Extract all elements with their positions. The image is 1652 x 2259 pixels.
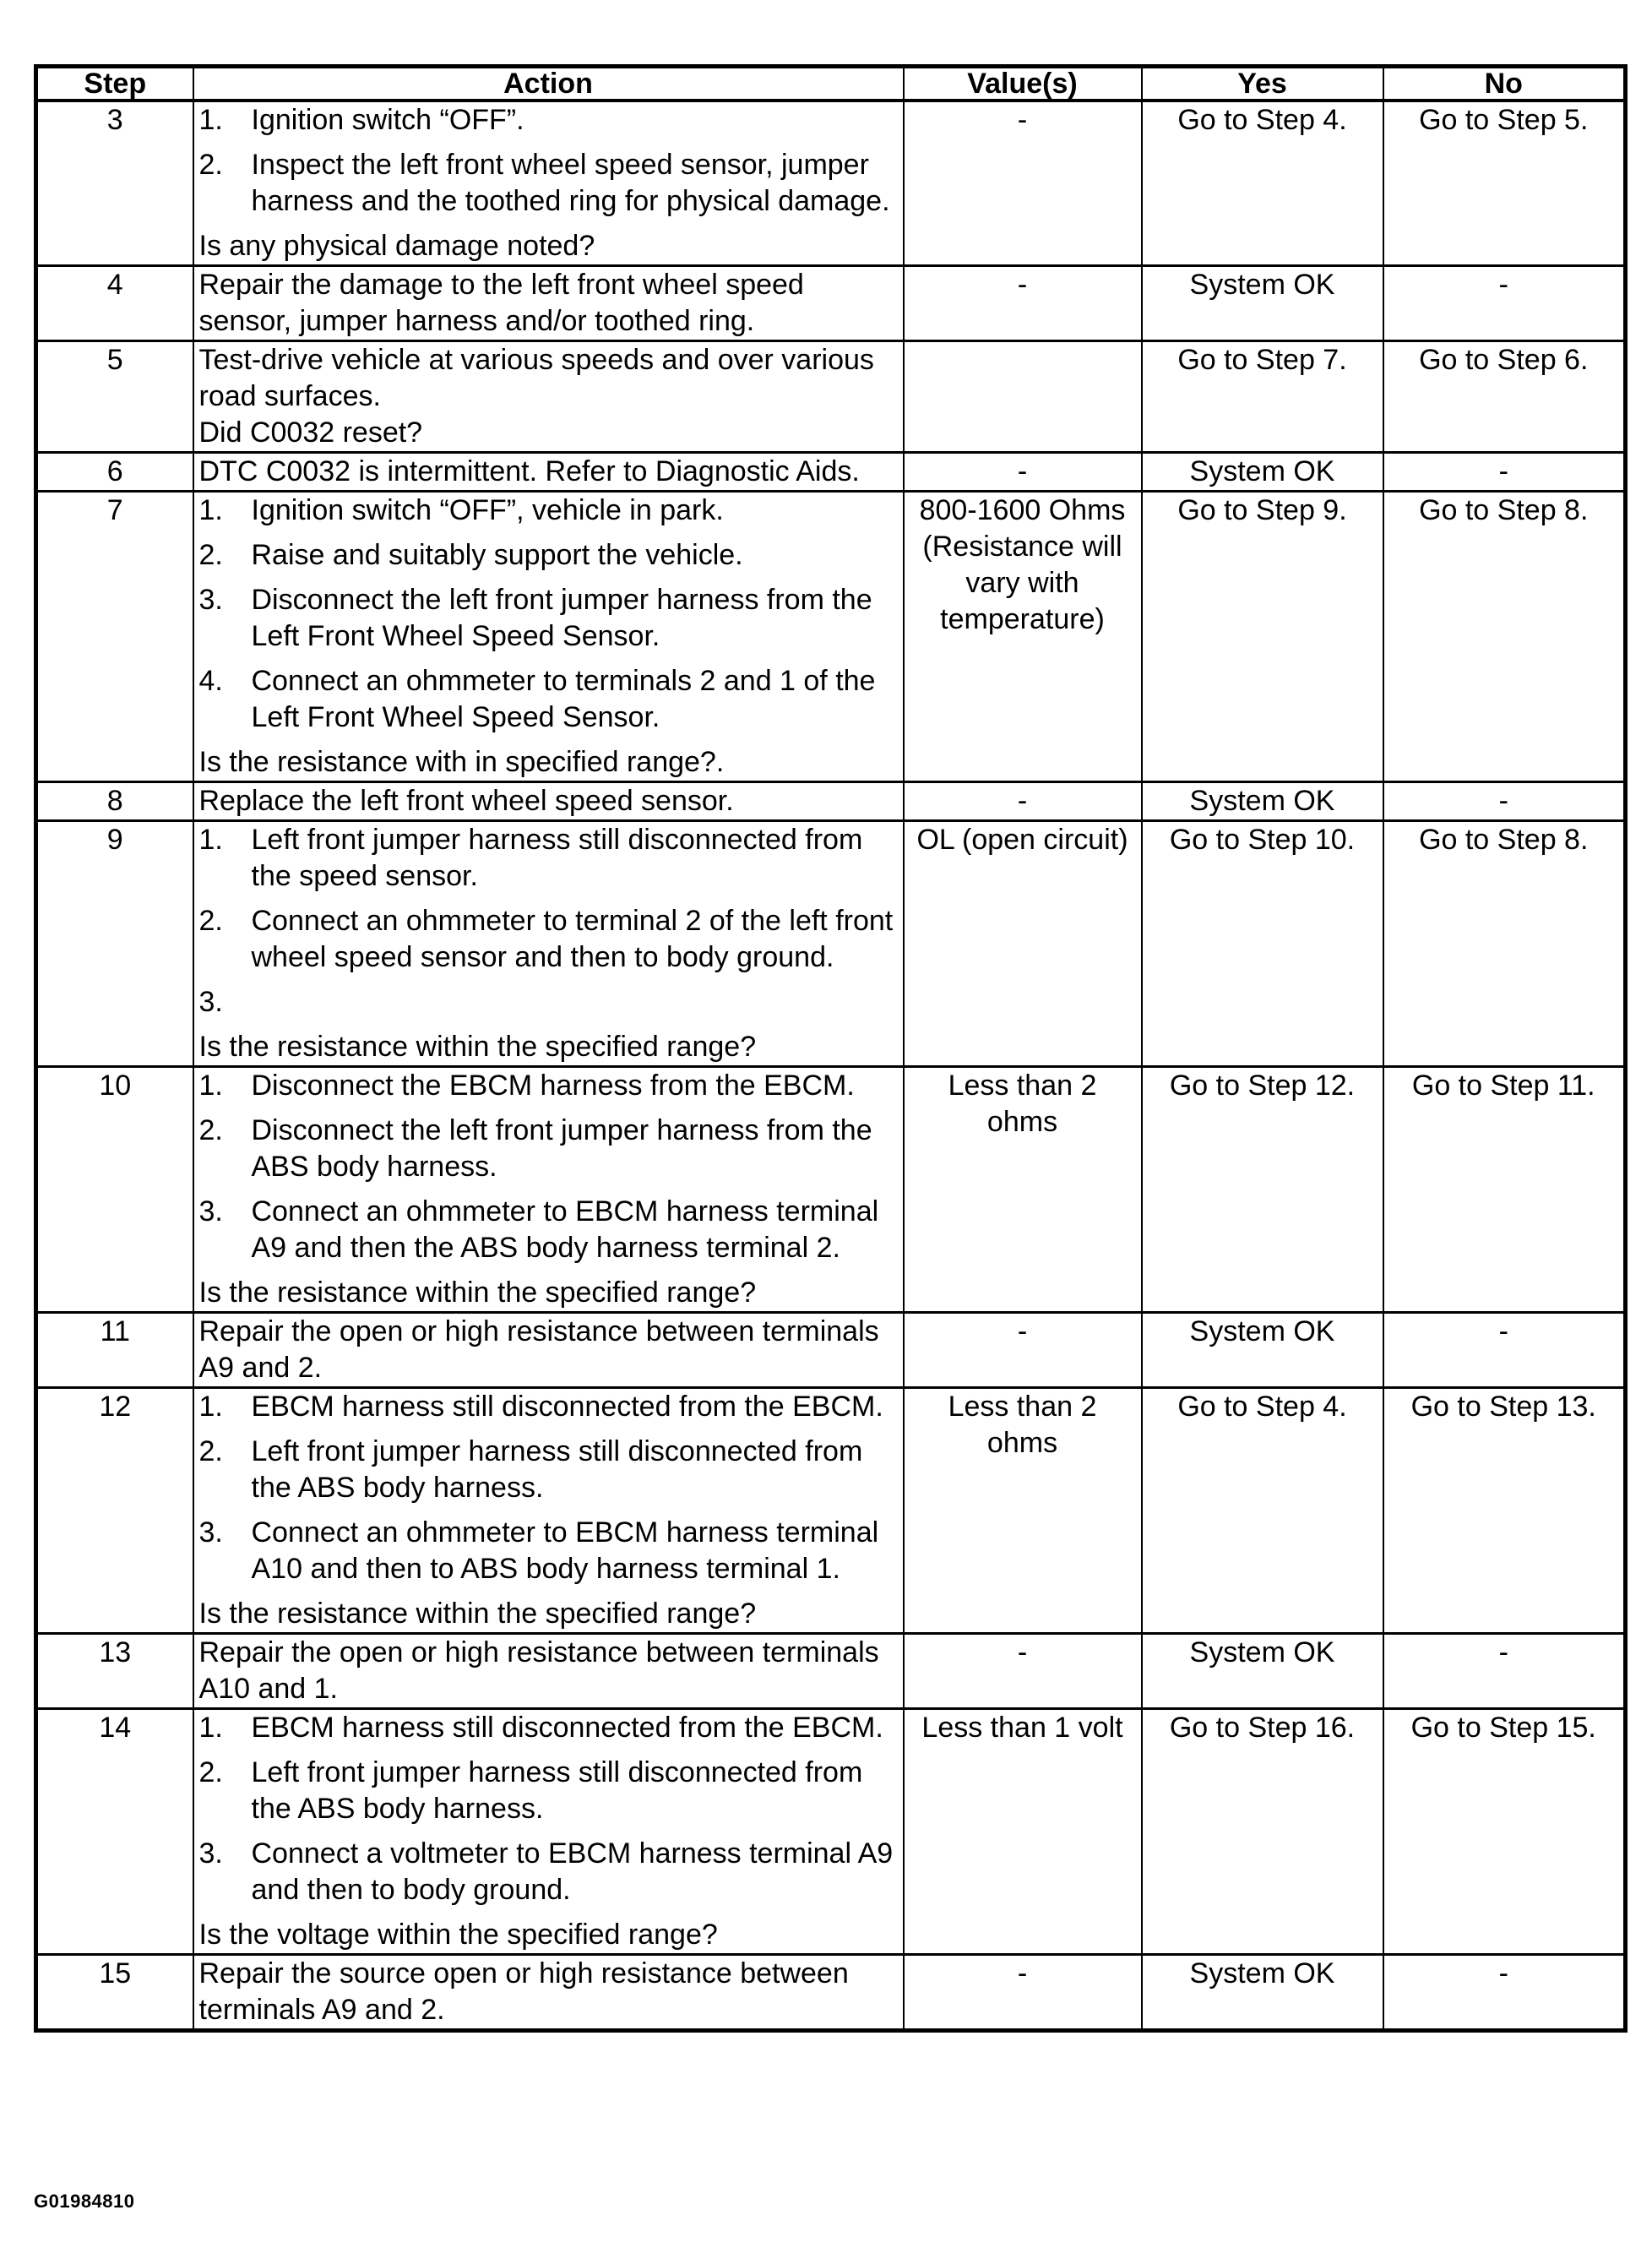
no-cell: Go to Step 8. xyxy=(1383,492,1626,782)
table-row xyxy=(36,821,1626,1067)
action-text: Repair the open or high resistance between terminals A10 and 1. xyxy=(198,1636,879,1705)
action-question: Is the resistance within the specified range? xyxy=(198,1031,757,1063)
action-text: Test-drive vehicle at various speeds and over various road surfaces. xyxy=(198,344,874,412)
step-cell: 10 xyxy=(36,1067,193,1313)
step-cell: 6 xyxy=(36,453,193,492)
table-row xyxy=(36,341,1626,453)
no-cell: Go to Step 15. xyxy=(1383,1709,1626,1955)
values-cell xyxy=(904,341,1142,453)
yes-cell: Go to Step 16. xyxy=(1142,1709,1383,1955)
action-item-text: Left front jumper harness still disconnected from the ABS body harness. xyxy=(251,1435,863,1504)
values-cell: OL (open circuit) xyxy=(904,821,1142,1067)
action-item-number: 3. xyxy=(198,986,223,1018)
no-cell: - xyxy=(1383,1955,1626,2031)
header-yes: Yes xyxy=(1142,67,1383,101)
action-item-number: 1. xyxy=(198,1391,223,1423)
action-item-number: 2. xyxy=(198,149,223,181)
action-cell xyxy=(193,782,904,821)
header-row xyxy=(36,67,1626,101)
action-item-text: Connect an ohmmeter to EBCM harness terminal A9 and then the ABS body harness terminal 2. xyxy=(251,1195,879,1264)
no-cell: Go to Step 8. xyxy=(1383,821,1626,1067)
table-row xyxy=(36,1067,1626,1313)
action-item xyxy=(199,1755,898,1827)
step-cell: 5 xyxy=(36,341,193,453)
action-item xyxy=(199,663,898,736)
step-cell: 11 xyxy=(36,1313,193,1388)
table-row xyxy=(36,1709,1626,1955)
yes-cell: Go to Step 4. xyxy=(1142,1388,1383,1634)
action-item-text xyxy=(252,984,898,1021)
no-cell: Go to Step 13. xyxy=(1383,1388,1626,1634)
yes-cell: System OK xyxy=(1142,1955,1383,2031)
no-cell: - xyxy=(1383,453,1626,492)
table-row xyxy=(36,492,1626,782)
header-action: Action xyxy=(193,67,904,101)
action-item-number: 3. xyxy=(198,1516,223,1549)
action-cell xyxy=(193,1067,904,1313)
action-item-text: Disconnect the left front jumper harness from the ABS body harness. xyxy=(251,1114,872,1183)
action-item-number: 1. xyxy=(198,494,223,526)
action-item-number: 2. xyxy=(198,1435,223,1467)
no-cell: - xyxy=(1383,1634,1626,1709)
action-item-text: Disconnect the left front jumper harness from the Left Front Wheel Speed Sensor. xyxy=(251,584,872,652)
yes-cell: System OK xyxy=(1142,782,1383,821)
table-row xyxy=(36,266,1626,341)
header-values: Value(s) xyxy=(904,67,1142,101)
action-item-text: EBCM harness still disconnected from the EBCM. xyxy=(251,1712,883,1744)
values-cell: Less than 1 volt xyxy=(904,1709,1142,1955)
action-question: Is the resistance within the specified range? xyxy=(198,1598,757,1630)
no-cell: - xyxy=(1383,782,1626,821)
action-question: Is the resistance within the specified range? xyxy=(198,1276,757,1309)
action-question: Is the voltage within the specified range? xyxy=(198,1919,718,1951)
no-cell: Go to Step 6. xyxy=(1383,341,1626,453)
values-cell: - xyxy=(904,1634,1142,1709)
action-cell xyxy=(193,101,904,266)
action-item xyxy=(199,147,898,220)
action-item-text: Raise and suitably support the vehicle. xyxy=(251,539,743,571)
table-row xyxy=(36,453,1626,492)
table-row xyxy=(36,1634,1626,1709)
figure-code: G01984810 xyxy=(34,2191,135,2212)
values-cell: - xyxy=(904,782,1142,821)
action-question: Did C0032 reset? xyxy=(198,416,423,449)
action-item-number: 3. xyxy=(198,1837,223,1870)
action-item-number: 2. xyxy=(198,905,223,937)
action-cell xyxy=(193,1955,904,2031)
values-cell: - xyxy=(904,453,1142,492)
header-step: Step xyxy=(36,67,193,101)
step-cell: 15 xyxy=(36,1955,193,2031)
no-cell: - xyxy=(1383,1313,1626,1388)
yes-cell: System OK xyxy=(1142,453,1383,492)
table-row xyxy=(36,1313,1626,1388)
action-item xyxy=(199,903,898,976)
action-item-number: 1. xyxy=(198,1712,223,1744)
action-item-text: Left front jumper harness still disconnected from the speed sensor. xyxy=(251,824,863,892)
action-text: Repair the damage to the left front wheel speed sensor, jumper harness and/or toothed ring. xyxy=(198,269,804,337)
values-cell: - xyxy=(904,1955,1142,2031)
action-text: Repair the source open or high resistance between terminals A9 and 2. xyxy=(198,1957,849,2026)
step-cell: 8 xyxy=(36,782,193,821)
step-cell: 4 xyxy=(36,266,193,341)
action-item xyxy=(199,1515,898,1587)
no-cell: Go to Step 5. xyxy=(1383,101,1626,266)
table-row xyxy=(36,101,1626,266)
action-item xyxy=(199,984,898,1021)
action-text: Replace the left front wheel speed sensor. xyxy=(198,785,734,817)
step-cell: 14 xyxy=(36,1709,193,1955)
action-text: DTC C0032 is intermittent. Refer to Diagnostic Aids. xyxy=(198,455,860,487)
action-cell xyxy=(193,266,904,341)
action-cell xyxy=(193,492,904,782)
action-item xyxy=(199,1710,898,1746)
step-cell: 9 xyxy=(36,821,193,1067)
step-cell: 7 xyxy=(36,492,193,782)
action-item-text: Disconnect the EBCM harness from the EBCM. xyxy=(251,1070,855,1102)
action-cell xyxy=(193,341,904,453)
action-item-text: Connect an ohmmeter to terminals 2 and 1 of the Left Front Wheel Speed Sensor. xyxy=(251,665,876,733)
yes-cell: Go to Step 10. xyxy=(1142,821,1383,1067)
no-cell: Go to Step 11. xyxy=(1383,1067,1626,1313)
table-row xyxy=(36,1388,1626,1634)
action-item xyxy=(199,1068,898,1104)
action-item-text: Connect a voltmeter to EBCM harness terminal A9 and then to body ground. xyxy=(251,1837,894,1906)
table-row xyxy=(36,1955,1626,2031)
header-no: No xyxy=(1383,67,1626,101)
step-cell: 12 xyxy=(36,1388,193,1634)
action-item-number: 1. xyxy=(198,104,223,136)
action-item-text: EBCM harness still disconnected from the EBCM. xyxy=(251,1391,883,1423)
action-item xyxy=(199,1113,898,1185)
action-cell xyxy=(193,1709,904,1955)
action-cell xyxy=(193,1313,904,1388)
values-cell: Less than 2 ohms xyxy=(904,1067,1142,1313)
yes-cell: Go to Step 9. xyxy=(1142,492,1383,782)
values-cell: - xyxy=(904,266,1142,341)
action-item xyxy=(199,102,898,139)
action-item xyxy=(199,537,898,574)
table-row xyxy=(36,782,1626,821)
values-cell: - xyxy=(904,101,1142,266)
action-cell xyxy=(193,1388,904,1634)
action-item xyxy=(199,1836,898,1908)
action-item-text: Ignition switch “OFF”, vehicle in park. xyxy=(251,494,724,526)
action-item-number: 2. xyxy=(198,1114,223,1146)
action-item xyxy=(199,1194,898,1266)
action-cell xyxy=(193,821,904,1067)
action-item-number: 3. xyxy=(198,1195,223,1227)
diagnostic-table xyxy=(34,64,1628,2033)
step-cell: 3 xyxy=(36,101,193,266)
action-item-number: 1. xyxy=(198,824,223,856)
action-item xyxy=(199,822,898,895)
yes-cell: Go to Step 7. xyxy=(1142,341,1383,453)
action-item xyxy=(199,1389,898,1425)
values-cell: Less than 2 ohms xyxy=(904,1388,1142,1634)
step-cell: 13 xyxy=(36,1634,193,1709)
action-item xyxy=(199,1434,898,1506)
yes-cell: System OK xyxy=(1142,266,1383,341)
action-cell xyxy=(193,453,904,492)
action-item-number: 3. xyxy=(198,584,223,616)
action-item-text: Inspect the left front wheel speed sensor, jumper harness and the toothed ring for physical damage. xyxy=(251,149,890,217)
action-item-number: 4. xyxy=(198,665,223,697)
action-item-text: Connect an ohmmeter to EBCM harness terminal A10 and then to ABS body harness terminal 1. xyxy=(251,1516,879,1585)
action-item xyxy=(199,582,898,655)
yes-cell: Go to Step 12. xyxy=(1142,1067,1383,1313)
no-cell: - xyxy=(1383,266,1626,341)
action-question: Is any physical damage noted? xyxy=(198,230,595,262)
values-cell: 800-1600 Ohms (Resistance will vary with temperature) xyxy=(904,492,1142,782)
yes-cell: System OK xyxy=(1142,1634,1383,1709)
action-item xyxy=(199,493,898,529)
values-cell: - xyxy=(904,1313,1142,1388)
table-body xyxy=(36,101,1626,2031)
table-header xyxy=(36,67,1626,101)
action-question: Is the resistance with in specified range?. xyxy=(198,746,725,778)
action-cell xyxy=(193,1634,904,1709)
action-item-number: 2. xyxy=(198,539,223,571)
action-item-number: 2. xyxy=(198,1756,223,1788)
action-item-number: 1. xyxy=(198,1070,223,1102)
yes-cell: Go to Step 4. xyxy=(1142,101,1383,266)
action-text: Repair the open or high resistance between terminals A9 and 2. xyxy=(198,1315,879,1384)
action-item-text: Ignition switch “OFF”. xyxy=(251,104,524,136)
yes-cell: System OK xyxy=(1142,1313,1383,1388)
action-item-text: Connect an ohmmeter to terminal 2 of the left front wheel speed sensor and then to body ground. xyxy=(251,905,894,973)
action-item-text: Left front jumper harness still disconnected from the ABS body harness. xyxy=(251,1756,863,1825)
